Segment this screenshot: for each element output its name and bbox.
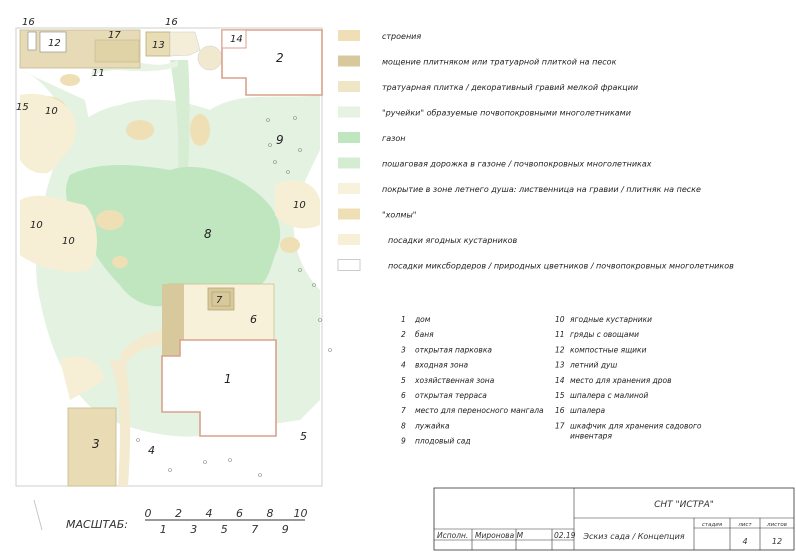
label-2: 2 — [276, 51, 284, 65]
key-description: шкафчик для хранения садового инвентаря — [570, 421, 702, 441]
label-10d: 10 — [62, 236, 75, 247]
scale-top-number: 4 — [205, 507, 213, 520]
scale-top-number: 8 — [266, 507, 274, 520]
label-13: 13 — [152, 40, 165, 51]
scale-top-number: 10 — [293, 507, 308, 520]
legend-swatch — [338, 132, 360, 143]
legend-label: посадки миксбордеров / природных цветников / почвопокровных многолетников — [388, 261, 734, 271]
hill — [112, 256, 128, 268]
legend-label: мощение плитняком или тратуарной плиткой на песок — [382, 57, 617, 67]
key-description: место для переносного мангала — [415, 406, 544, 416]
label-9: 9 — [276, 133, 284, 147]
legend-label: покрытие в зоне летнего душа: лиственница на гравии / плитняк на песке — [382, 185, 701, 194]
scale-bar — [34, 500, 308, 536]
north-mark — [34, 500, 42, 530]
sheets-header: листов — [767, 522, 787, 528]
legend-label: посадки ягодных кустарников — [388, 236, 518, 245]
key-description: место для хранения дров — [570, 375, 672, 385]
label-1: 1 — [224, 372, 232, 386]
key-description: шпалера с малиной — [570, 391, 649, 400]
key-number: 8 — [401, 421, 406, 431]
tool-cabinet-17 — [95, 40, 139, 62]
legend — [338, 30, 734, 271]
key-description: открытая парковка — [415, 345, 492, 355]
label-7: 7 — [216, 295, 223, 306]
key-description: летний душ — [570, 360, 618, 370]
legend-swatch — [338, 234, 360, 245]
legend-label: "ручейки" образуемые почвопокровными многолетниками — [382, 108, 631, 118]
label-8: 8 — [204, 227, 212, 241]
scale-bottom-number: 7 — [251, 523, 259, 536]
hill — [280, 237, 300, 253]
legend-swatch — [338, 107, 360, 118]
legend-label: газон — [382, 134, 406, 143]
key-number: 5 — [401, 375, 406, 385]
legend-swatch — [338, 183, 360, 194]
key-description: дом — [415, 315, 431, 324]
label-16b: 16 — [165, 17, 178, 28]
key-number: 1 — [401, 315, 406, 324]
key-number: 15 — [555, 391, 565, 400]
key-description: ягодные кустарники — [570, 315, 653, 324]
key-number: 10 — [555, 315, 565, 324]
scale-bottom-number: 1 — [159, 523, 167, 536]
key-number: 14 — [555, 375, 565, 385]
label-11: 11 — [92, 68, 105, 79]
label-6: 6 — [250, 313, 257, 326]
label-14: 14 — [230, 34, 243, 45]
shower-decking — [170, 32, 200, 56]
title-block — [434, 488, 794, 550]
key-number: 9 — [401, 436, 406, 446]
key-number: 16 — [555, 406, 565, 416]
label-16a: 16 — [22, 17, 35, 28]
document-title: Эскиз сада / Концепция — [583, 532, 685, 541]
legend-label: строения — [382, 32, 422, 41]
legend-swatch — [338, 56, 360, 67]
stage-header: стадия — [701, 522, 723, 528]
key-left-list — [401, 315, 544, 446]
key-description: открытая терраса — [415, 391, 487, 400]
label-3: 3 — [92, 437, 100, 451]
scale-top-number: 2 — [175, 507, 182, 520]
scale-bottom-number: 5 — [220, 523, 228, 536]
key-description: баня — [415, 330, 434, 340]
sheet-number: 4 — [742, 537, 748, 546]
scale-label: МАСШТАБ: — [66, 518, 128, 531]
legend-label: тратуарная плитка / декоративный гравий мелкой фракции — [382, 83, 639, 92]
key-number: 13 — [555, 360, 565, 370]
legend-label: пошаговая дорожка в газоне / почвопокровных многолетниках — [382, 159, 652, 169]
key-description: компостные ящики — [570, 345, 647, 355]
hill — [96, 210, 124, 230]
label-12: 12 — [48, 38, 61, 49]
legend-swatch — [338, 209, 360, 220]
label-5: 5 — [300, 430, 307, 443]
key-description: хозяйственная зона — [415, 375, 495, 385]
trellis-16-box — [28, 32, 36, 50]
legend-swatch — [338, 30, 360, 41]
legend-swatch — [338, 158, 360, 169]
key-description: плодовый сад — [415, 436, 471, 446]
label-10a: 10 — [45, 106, 58, 117]
hill — [190, 114, 210, 146]
key-number: 11 — [555, 330, 565, 340]
key-description: гряды с овощами — [570, 330, 640, 340]
scale-bottom-number: 3 — [190, 523, 198, 536]
legend-swatch — [338, 260, 360, 271]
key-description: шпалера — [570, 406, 606, 416]
org-title: СНТ "ИСТРА" — [654, 500, 714, 510]
scale-top-number: 0 — [144, 507, 152, 520]
round-paving — [198, 46, 222, 70]
sheets-total: 12 — [771, 537, 783, 546]
role-label: Исполн. — [437, 531, 469, 540]
author-name: Миронова М — [475, 531, 524, 540]
key-number: 2 — [401, 330, 406, 340]
hill — [60, 74, 80, 86]
key-description: лужайка — [415, 421, 450, 431]
key-number: 17 — [555, 421, 565, 431]
scale-bottom-number: 9 — [281, 523, 289, 536]
key-right-list — [555, 315, 702, 440]
key-number: 12 — [555, 345, 565, 355]
label-10c: 10 — [30, 220, 43, 231]
key-number: 4 — [401, 360, 406, 370]
key-description: входная зона — [415, 360, 469, 370]
label-15: 15 — [16, 102, 29, 113]
scale-top-number: 6 — [236, 507, 243, 520]
date-value: 02.19 — [554, 531, 576, 540]
label-10b: 10 — [293, 200, 306, 211]
key-number: 3 — [401, 345, 406, 355]
berry-bed — [20, 196, 97, 272]
key-number: 7 — [401, 406, 406, 416]
hill — [126, 120, 154, 140]
label-17: 17 — [108, 30, 121, 41]
legend-label: "холмы" — [382, 210, 417, 220]
legend-swatch — [338, 81, 360, 92]
label-4: 4 — [148, 444, 155, 457]
key-number: 6 — [401, 391, 406, 400]
sheet-header: лист — [738, 522, 752, 528]
